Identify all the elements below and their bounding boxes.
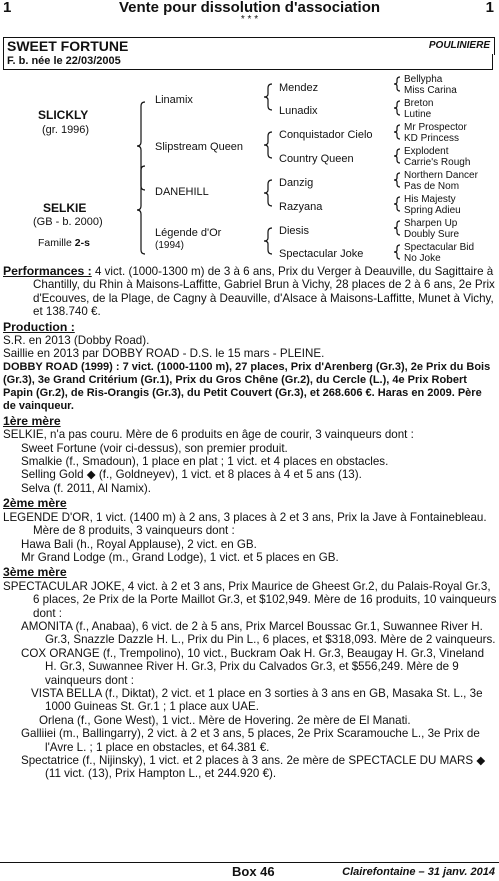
sire-dam: Slipstream Queen <box>155 141 244 153</box>
dam-family: Famille 2-s <box>38 237 90 249</box>
g3-1: Mendez <box>279 82 319 94</box>
g4-pair-3: Mr Prospector KD Princess <box>404 122 467 144</box>
g4-pair-1: Bellypha Miss Carina <box>404 74 457 96</box>
g4-pair-5: Northern Dancer Pas de Nom <box>404 170 478 192</box>
mere1-line-3: Smalkie (f., Smadoun), 1 place en plat ; 1 vict. et 4 places en obstacles. <box>21 455 389 469</box>
g4-pair-6: His Majesty Spring Adieu <box>404 194 461 216</box>
performances: Performances : 4 vict. (1000-1300 m) de 3 à 6 ans, Prix du Verger à Deauville, du Sagittaire à Chantilly, du Rhin à Maisons-Laffitte, Gabriel Brun à Vichy, 28 places de 2 à 6 ans, 2e Prix d'Ecouves, de la Plage, de Cagny à Deauville, d'Alsace à Maisons-Laffitte, Munet à Vichy, et 138.740 €. <box>3 264 495 319</box>
g3-8: Spectacular Joke <box>279 248 364 260</box>
production-line-2: Saillie en 2013 par DOBBY ROAD - D.S. le 15 mars - PLEINE. <box>3 347 325 361</box>
mere1-line-1: SELKIE, n'a pas couru. Mère de 6 produits en âge de courir, 3 vainqueurs dont : <box>3 428 414 442</box>
pedigree <box>0 70 499 265</box>
mere2-heading: 2ème mère <box>3 496 67 511</box>
g4-pair-2: Breton Lutine <box>404 98 434 120</box>
g3-2: Lunadix <box>279 105 318 117</box>
horse-name: SWEET FORTUNE <box>7 38 129 54</box>
g4-pair-7: Sharpen Up Doubly Sure <box>404 218 460 240</box>
sire-name: SLICKLY <box>38 108 89 122</box>
mere2-line-3: Mr Grand Lodge (m., Grand Lodge), 1 vict. et 5 places en GB. <box>21 550 339 564</box>
g4-pair-4: Explodent Carrie's Rough <box>404 146 471 168</box>
sale-place-date: Clairefontaine – 31 janv. 2014 <box>342 866 495 878</box>
mere1-heading: 1ère mère <box>3 413 61 428</box>
mere3-line-6: Galliiei (m., Ballingarry), 2 vict. à 2 et 3 ans, 5 places, 2e Prix Scaramouche L., 3e Prix de l'Avre L. ; 1 place en obstacles, et 64.381 €. <box>21 727 480 754</box>
dam-dam-year: (1994) <box>155 240 184 251</box>
page-footer <box>0 862 499 881</box>
sire-info: (gr. 1996) <box>42 124 90 136</box>
g3-5: Danzig <box>279 177 314 189</box>
sire-sire: Linamix <box>155 94 193 106</box>
mere3-line-4: VISTA BELLA (f., Diktat), 2 vict. et 1 place en 3 sorties à 3 ans en GB, Masaka St. L., 3e 1000 Guineas St. Gr.1 ; 1 place aux UAE. <box>31 686 483 714</box>
box-number: Box 46 <box>232 864 275 879</box>
mere3-line-3: COX ORANGE (f., Trempolino), 10 vict., Buckram Oak H. Gr.3, Beaugay H. Gr.3, Vineland H. Gr.3, Suwannee River H. Gr.3, Prix du Calvados Gr.3, et $556,249. Mère de 9 vainqueurs dont : <box>21 646 485 687</box>
mere3-heading: 3ème mère <box>3 565 67 580</box>
mere1-line-4: Selling Gold ◆ (f., Goldneyev), 1 vict. et 8 places à 4 et 5 ans (13). <box>21 468 362 482</box>
production-heading: Production : <box>3 319 75 334</box>
mere2-line-2: Hawa Bali (h., Royal Applause), 2 vict. en GB. <box>21 537 257 551</box>
dam-name: SELKIE <box>43 201 87 215</box>
g3-7: Diesis <box>279 225 309 237</box>
g3-6: Razyana <box>279 201 323 213</box>
mere1-line-5: Selva (f. 2011, Al Namix). <box>21 481 151 495</box>
mere3-line-7: Spectatrice (f., Nijinsky), 1 vict. et 2 places à 3 ans. 2e mère de SPECTACLE DU MARS ◆ (11 vict. (13), Prix Hampton L., et 244.920 €). <box>21 754 486 781</box>
mere3-line-1: SPECTACULAR JOKE, 4 vict. à 2 et 3 ans, Prix Maurice de Gheest Gr.2, du Palais-Royal Gr.3, 6 places, 2e Prix de la Porte Maillot Gr.3, et $102,949. Mère de 16 produits, 10 vainqueurs dont : <box>3 579 497 620</box>
horse-name-box <box>3 37 495 55</box>
lot-number-left: 1 <box>3 0 12 16</box>
lot-number-right: 1 <box>485 0 494 16</box>
horse-birth: F. b. née le 22/03/2005 <box>3 54 493 70</box>
g3-3: Conquistador Cielo <box>279 129 373 141</box>
mere3-line-2: AMONITA (f., Anabaa), 6 vict. de 2 à 5 ans, Prix Marcel Boussac Gr.1, Suwannee River H. Gr.3, Snazzle Dazzle H. L., Prix du Pin L., 6 places, et $318,093. Mère de 2 vainqueurs. <box>21 619 496 647</box>
mere2-line-1: LEGENDE D'OR, 1 vict. (1400 m) à 2 ans, 3 places à 2 et 3 ans, Prix la Jave à Fontainebleau. Mère de 8 produits, 3 vainqueurs dont : <box>3 510 487 538</box>
g4-pair-8: Spectacular Bid No Joke <box>404 242 475 264</box>
dam-dam: Légende d'Or <box>155 227 222 239</box>
sale-title: Vente pour dissolution d'association <box>118 0 381 16</box>
dam-sire: DANEHILL <box>155 186 209 198</box>
catalogue-body <box>3 265 497 781</box>
production-line-1: S.R. en 2013 (Dobby Road). <box>3 334 150 348</box>
stallion-note: DOBBY ROAD (1999) : 7 vict. (1000-1100 m), 27 places, Prix d'Arenberg (Gr.3), 2e Prix du Bois (Gr.3), 3e Grand Critérium (Gr.1), Prix du Gros Chêne (Gr.2), du Cercle (L.), 4e Prix Robert Papin (Gr.2), de Ris-Orangis (Gr.3), du Petit Couvert (Gr.3), et 268.606 €. Haras en 2009. Père de vainqueur. <box>3 360 491 412</box>
dam-info: (GB - b. 2000) <box>33 216 103 228</box>
header-stars: * * * <box>240 14 259 25</box>
mere1-line-2: Sweet Fortune (voir ci-dessus), son premier produit. <box>21 441 288 455</box>
g3-4: Country Queen <box>279 153 354 165</box>
mere3-line-5: Orlena (f., Gone West), 1 vict.. Mère de Hovering. 2e mère de El Manati. <box>39 713 411 727</box>
horse-category: POULINIERE <box>428 40 490 51</box>
